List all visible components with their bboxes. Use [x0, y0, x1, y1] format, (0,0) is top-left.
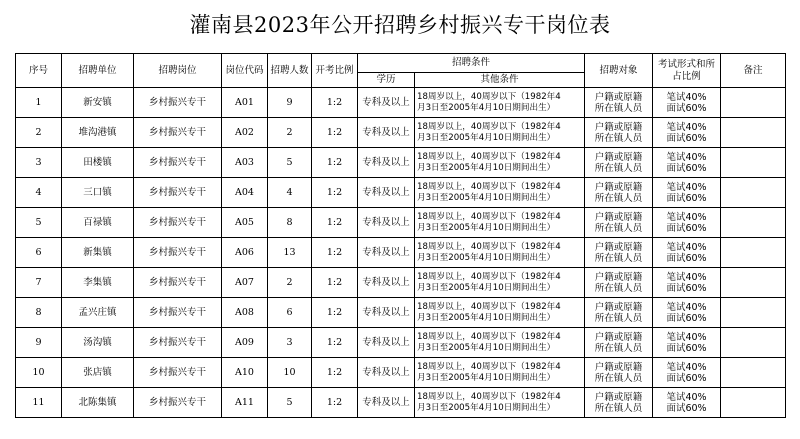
cell-seq: 3 [16, 148, 62, 178]
cell-remark [721, 148, 786, 178]
cell-target [585, 328, 653, 358]
cell-exam-line2: 面试60% [666, 402, 707, 414]
table-row [16, 178, 786, 208]
cell-exam [653, 118, 721, 148]
cell-exam-line1: 笔试40% [666, 271, 707, 283]
cell-code: A06 [222, 238, 268, 268]
cell-ratio: 1:2 [312, 388, 358, 418]
cell-unit: 孟兴庄镇 [62, 298, 134, 328]
cell-remark [721, 298, 786, 328]
cell-position: 乡村振兴专干 [134, 148, 222, 178]
cell-seq: 1 [16, 88, 62, 118]
cell-other-line2: 月3日至2005年4月10日期间出生） [417, 132, 556, 143]
cell-remark [721, 238, 786, 268]
cell-count: 2 [268, 268, 312, 298]
cell-other-line1: 18周岁以上，40周岁以下（1982年4 [417, 271, 561, 282]
cell-other [415, 238, 585, 268]
cell-target-line1: 户籍或原籍 [594, 181, 643, 193]
cell-other-line1: 18周岁以上，40周岁以下（1982年4 [417, 211, 561, 222]
cell-exam-line2: 面试60% [666, 312, 707, 324]
cell-seq: 10 [16, 358, 62, 388]
cell-code: A08 [222, 298, 268, 328]
cell-target-line2: 所在镇人员 [594, 402, 643, 414]
cell-target-line2: 所在镇人员 [594, 252, 643, 264]
cell-exam [653, 178, 721, 208]
cell-other-line1: 18周岁以上，40周岁以下（1982年4 [417, 91, 561, 102]
cell-count: 4 [268, 178, 312, 208]
cell-code: A09 [222, 328, 268, 358]
cell-other [415, 298, 585, 328]
cell-education: 专科及以上 [358, 358, 415, 388]
cell-exam-line1: 笔试40% [666, 391, 707, 403]
cell-unit: 三口镇 [62, 178, 134, 208]
cell-other-line2: 月3日至2005年4月10日期间出生） [417, 192, 556, 203]
cell-other-line2: 月3日至2005年4月10日期间出生） [417, 282, 556, 293]
cell-remark [721, 88, 786, 118]
cell-target [585, 88, 653, 118]
cell-education: 专科及以上 [358, 208, 415, 238]
cell-other-line1: 18周岁以上，40周岁以下（1982年4 [417, 301, 561, 312]
cell-code: A04 [222, 178, 268, 208]
cell-seq: 6 [16, 238, 62, 268]
table-row [16, 238, 786, 268]
header-target: 招聘对象 [585, 54, 653, 88]
cell-exam-line2: 面试60% [666, 102, 707, 114]
cell-target-line2: 所在镇人员 [594, 192, 643, 204]
cell-exam-line2: 面试60% [666, 222, 707, 234]
cell-target-line1: 户籍或原籍 [594, 121, 643, 133]
cell-target [585, 358, 653, 388]
cell-target-line2: 所在镇人员 [594, 222, 643, 234]
header-other: 其他条件 [415, 73, 585, 88]
cell-count: 5 [268, 388, 312, 418]
cell-target [585, 178, 653, 208]
cell-exam-line2: 面试60% [666, 192, 707, 204]
cell-count: 9 [268, 88, 312, 118]
cell-target-line2: 所在镇人员 [594, 102, 643, 114]
table-row [16, 208, 786, 238]
cell-target-line1: 户籍或原籍 [594, 331, 643, 343]
cell-remark [721, 178, 786, 208]
cell-ratio: 1:2 [312, 328, 358, 358]
document-title: 灌南县2023年公开招聘乡村振兴专干岗位表 [189, 13, 611, 37]
cell-education: 专科及以上 [358, 238, 415, 268]
cell-position: 乡村振兴专干 [134, 178, 222, 208]
cell-exam-line2: 面试60% [666, 252, 707, 264]
cell-education: 专科及以上 [358, 118, 415, 148]
cell-other-line1: 18周岁以上，40周岁以下（1982年4 [417, 181, 561, 192]
cell-remark [721, 358, 786, 388]
cell-unit: 张店镇 [62, 358, 134, 388]
cell-exam-line1: 笔试40% [666, 361, 707, 373]
cell-exam [653, 298, 721, 328]
cell-exam-line1: 笔试40% [666, 181, 707, 193]
cell-other [415, 388, 585, 418]
cell-other-line2: 月3日至2005年4月10日期间出生） [417, 312, 556, 323]
cell-unit: 堆沟港镇 [62, 118, 134, 148]
cell-code: A10 [222, 358, 268, 388]
cell-ratio: 1:2 [312, 268, 358, 298]
cell-unit: 百禄镇 [62, 208, 134, 238]
cell-ratio: 1:2 [312, 88, 358, 118]
header-seq: 序号 [16, 54, 62, 88]
cell-count: 5 [268, 148, 312, 178]
cell-count: 8 [268, 208, 312, 238]
cell-target-line2: 所在镇人员 [594, 282, 643, 294]
cell-other [415, 118, 585, 148]
cell-other [415, 88, 585, 118]
cell-position: 乡村振兴专干 [134, 328, 222, 358]
table-row [16, 328, 786, 358]
cell-ratio: 1:2 [312, 148, 358, 178]
cell-exam [653, 388, 721, 418]
header-exam-line2: 占比例 [672, 70, 701, 82]
cell-target [585, 388, 653, 418]
header-remark: 备注 [721, 54, 786, 88]
cell-code: A07 [222, 268, 268, 298]
cell-seq: 7 [16, 268, 62, 298]
cell-education: 专科及以上 [358, 178, 415, 208]
cell-target-line1: 户籍或原籍 [594, 241, 643, 253]
job-positions-table [15, 53, 786, 418]
table-row [16, 118, 786, 148]
cell-education: 专科及以上 [358, 298, 415, 328]
header-count: 招聘人数 [268, 54, 312, 88]
cell-other-line1: 18周岁以上，40周岁以下（1982年4 [417, 391, 561, 402]
header-code: 岗位代码 [222, 54, 268, 88]
cell-code: A03 [222, 148, 268, 178]
cell-ratio: 1:2 [312, 118, 358, 148]
header-row [16, 54, 786, 73]
cell-seq: 2 [16, 118, 62, 148]
cell-other [415, 148, 585, 178]
cell-remark [721, 118, 786, 148]
cell-exam [653, 208, 721, 238]
cell-target-line1: 户籍或原籍 [594, 91, 643, 103]
table-row [16, 88, 786, 118]
cell-other-line1: 18周岁以上，40周岁以下（1982年4 [417, 331, 561, 342]
cell-exam-line1: 笔试40% [666, 91, 707, 103]
cell-seq: 8 [16, 298, 62, 328]
cell-remark [721, 388, 786, 418]
cell-exam-line2: 面试60% [666, 162, 707, 174]
cell-exam-line1: 笔试40% [666, 331, 707, 343]
cell-target-line2: 所在镇人员 [594, 162, 643, 174]
cell-other-line2: 月3日至2005年4月10日期间出生） [417, 252, 556, 263]
cell-remark [721, 328, 786, 358]
cell-position: 乡村振兴专干 [134, 238, 222, 268]
cell-other-line2: 月3日至2005年4月10日期间出生） [417, 222, 556, 233]
cell-exam-line2: 面试60% [666, 342, 707, 354]
cell-target [585, 148, 653, 178]
cell-code: A05 [222, 208, 268, 238]
cell-unit: 田楼镇 [62, 148, 134, 178]
cell-position: 乡村振兴专干 [134, 208, 222, 238]
cell-seq: 4 [16, 178, 62, 208]
cell-remark [721, 268, 786, 298]
cell-unit: 新集镇 [62, 238, 134, 268]
table-row [16, 358, 786, 388]
cell-other-line2: 月3日至2005年4月10日期间出生） [417, 102, 556, 113]
cell-count: 2 [268, 118, 312, 148]
cell-count: 3 [268, 328, 312, 358]
cell-education: 专科及以上 [358, 268, 415, 298]
cell-remark [721, 208, 786, 238]
cell-position: 乡村振兴专干 [134, 298, 222, 328]
cell-position: 乡村振兴专干 [134, 268, 222, 298]
cell-other-line1: 18周岁以上，40周岁以下（1982年4 [417, 151, 561, 162]
cell-target-line1: 户籍或原籍 [594, 151, 643, 163]
cell-other-line2: 月3日至2005年4月10日期间出生） [417, 162, 556, 173]
table-row [16, 268, 786, 298]
cell-ratio: 1:2 [312, 238, 358, 268]
table-row [16, 148, 786, 178]
cell-exam-line1: 笔试40% [666, 211, 707, 223]
cell-other [415, 208, 585, 238]
cell-other-line2: 月3日至2005年4月10日期间出生） [417, 342, 556, 353]
cell-education: 专科及以上 [358, 328, 415, 358]
cell-other-line1: 18周岁以上，40周岁以下（1982年4 [417, 121, 561, 132]
cell-seq: 9 [16, 328, 62, 358]
cell-target [585, 208, 653, 238]
cell-target [585, 118, 653, 148]
cell-target-line1: 户籍或原籍 [594, 361, 643, 373]
cell-exam-line1: 笔试40% [666, 151, 707, 163]
cell-education: 专科及以上 [358, 388, 415, 418]
header-exam [653, 54, 721, 88]
cell-unit: 李集镇 [62, 268, 134, 298]
cell-count: 6 [268, 298, 312, 328]
cell-target-line1: 户籍或原籍 [594, 301, 643, 313]
cell-exam-line2: 面试60% [666, 282, 707, 294]
cell-other-line1: 18周岁以上，40周岁以下（1982年4 [417, 361, 561, 372]
cell-exam [653, 358, 721, 388]
cell-position: 乡村振兴专干 [134, 358, 222, 388]
cell-ratio: 1:2 [312, 178, 358, 208]
cell-position: 乡村振兴专干 [134, 388, 222, 418]
cell-code: A11 [222, 388, 268, 418]
cell-exam-line2: 面试60% [666, 132, 707, 144]
header-unit: 招聘单位 [62, 54, 134, 88]
cell-other-line2: 月3日至2005年4月10日期间出生） [417, 402, 556, 413]
cell-ratio: 1:2 [312, 208, 358, 238]
cell-unit: 北陈集镇 [62, 388, 134, 418]
header-ratio: 开考比例 [312, 54, 358, 88]
cell-other [415, 358, 585, 388]
cell-target-line2: 所在镇人员 [594, 132, 643, 144]
cell-code: A01 [222, 88, 268, 118]
cell-target-line2: 所在镇人员 [594, 312, 643, 324]
cell-count: 10 [268, 358, 312, 388]
header-exam-line1: 考试形式和所 [658, 58, 716, 70]
cell-other [415, 328, 585, 358]
cell-other [415, 268, 585, 298]
cell-target-line1: 户籍或原籍 [594, 211, 643, 223]
cell-seq: 5 [16, 208, 62, 238]
cell-exam-line1: 笔试40% [666, 301, 707, 313]
cell-exam [653, 238, 721, 268]
cell-target-line2: 所在镇人员 [594, 372, 643, 384]
header-position: 招聘岗位 [134, 54, 222, 88]
cell-target-line1: 户籍或原籍 [594, 271, 643, 283]
cell-target [585, 268, 653, 298]
cell-exam [653, 148, 721, 178]
cell-education: 专科及以上 [358, 88, 415, 118]
cell-position: 乡村振兴专干 [134, 88, 222, 118]
cell-ratio: 1:2 [312, 358, 358, 388]
cell-other-line1: 18周岁以上，40周岁以下（1982年4 [417, 241, 561, 252]
cell-education: 专科及以上 [358, 148, 415, 178]
cell-position: 乡村振兴专干 [134, 118, 222, 148]
cell-target [585, 298, 653, 328]
cell-exam [653, 88, 721, 118]
table-row [16, 388, 786, 418]
table-row [16, 298, 786, 328]
header-conditions: 招聘条件 [358, 54, 585, 73]
cell-other [415, 178, 585, 208]
cell-count: 13 [268, 238, 312, 268]
cell-target [585, 238, 653, 268]
cell-exam [653, 328, 721, 358]
cell-unit: 汤沟镇 [62, 328, 134, 358]
cell-target-line1: 户籍或原籍 [594, 391, 643, 403]
header-education: 学历 [358, 73, 415, 88]
cell-target-line2: 所在镇人员 [594, 342, 643, 354]
cell-ratio: 1:2 [312, 298, 358, 328]
cell-unit: 新安镇 [62, 88, 134, 118]
cell-other-line2: 月3日至2005年4月10日期间出生） [417, 372, 556, 383]
cell-exam-line1: 笔试40% [666, 121, 707, 133]
cell-exam-line1: 笔试40% [666, 241, 707, 253]
cell-code: A02 [222, 118, 268, 148]
cell-exam [653, 268, 721, 298]
cell-seq: 11 [16, 388, 62, 418]
cell-exam-line2: 面试60% [666, 372, 707, 384]
